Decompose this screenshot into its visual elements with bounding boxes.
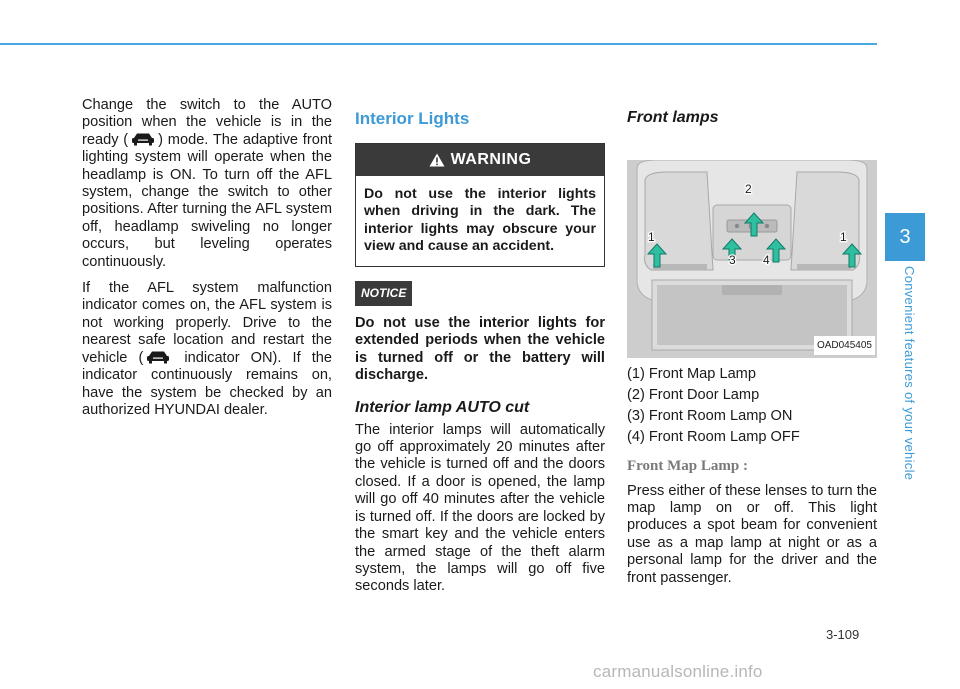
afl-text-1b: ) mode. The adaptive front lighting system will operate when the headlamp is ON. To turn off the AFL system, change the switch to other positions. After turning the AFL system off, headlamp swiveling no longer occurs, but leveling operates continuously. xyxy=(82,131,332,270)
callout-3: 3 xyxy=(729,253,736,267)
warning-text: Do not use the interior lights when driving in the dark. The interior lights may obscure your view and cause an accident. xyxy=(364,186,596,255)
figure-code: OAD045405 xyxy=(814,336,875,355)
list-item: (3) Front Room Lamp ON xyxy=(627,407,793,424)
car-ready-icon xyxy=(131,132,155,146)
front-lamps-figure xyxy=(627,160,877,358)
notice-text: Do not use the interior lights for extended periods when the vehicle is turned off or the battery will discharge. xyxy=(355,315,605,384)
chapter-label: Convenient features of your vehicle xyxy=(902,266,917,481)
watermark: carmanualsonline.info xyxy=(593,662,763,681)
overhead-console-illustration xyxy=(627,160,877,358)
callout-4: 4 xyxy=(763,253,770,267)
car-ready-icon xyxy=(146,350,170,364)
section-title-interior-lights: Interior Lights xyxy=(355,109,470,128)
auto-cut-body: The interior lamps will automatically go off approximately 20 minutes after the vehicle is turned off and the doors closed. If a door is opened, the lamp will go off 40 minutes after the vehicle is turned off. If the doors are locked by the smart key and the vehicle enters the armed stage of the theft alarm system, the lamps will go off five seconds later. xyxy=(355,421,605,595)
page-number: 3-109 xyxy=(826,627,860,642)
map-lamp-title: Front Map Lamp : xyxy=(627,458,748,475)
list-item: (2) Front Door Lamp xyxy=(627,386,760,403)
afl-text-2a: If the AFL system malfunction indicator comes on, the AFL system is not working properly. Drive to the nearest safe location and restart the vehicle ( xyxy=(82,280,332,366)
callout-1-left: 1 xyxy=(648,230,655,244)
column-middle xyxy=(355,108,605,605)
lamp-list xyxy=(627,366,877,446)
map-lamp-body: Press either of these lenses to turn the map lamp on or off. This light produces a spot beam for convenient use as a map lamp at night or as a personal lamp for the driver and the front passenger. xyxy=(627,482,877,586)
warning-header xyxy=(356,144,604,176)
callout-1-right: 1 xyxy=(840,230,847,244)
warning-triangle-icon xyxy=(429,153,445,167)
afl-text-1a: Change the switch to the AUTO position when the vehicle is in the ready ( xyxy=(82,97,332,148)
warning-label: WARNING xyxy=(450,151,532,169)
top-rule xyxy=(0,43,877,45)
list-item: (1) Front Map Lamp xyxy=(627,366,756,382)
callout-2: 2 xyxy=(745,182,752,196)
chapter-tab: 3 xyxy=(885,213,925,261)
afl-paragraph-2 xyxy=(82,280,332,419)
warning-box xyxy=(355,143,605,267)
notice-badge: NOTICE xyxy=(355,281,412,306)
column-right xyxy=(627,108,877,596)
afl-paragraph-1 xyxy=(82,97,332,271)
afl-text-2b: indicator ON). If the indicator continuously remains on, have the system be checked by an authorized HYUNDAI dealer. xyxy=(82,349,332,418)
section-title-front-lamps: Front lamps xyxy=(627,109,719,126)
column-left xyxy=(82,97,332,428)
subsection-title-auto-cut: Interior lamp AUTO cut xyxy=(355,398,530,416)
list-item: (4) Front Room Lamp OFF xyxy=(627,428,800,445)
